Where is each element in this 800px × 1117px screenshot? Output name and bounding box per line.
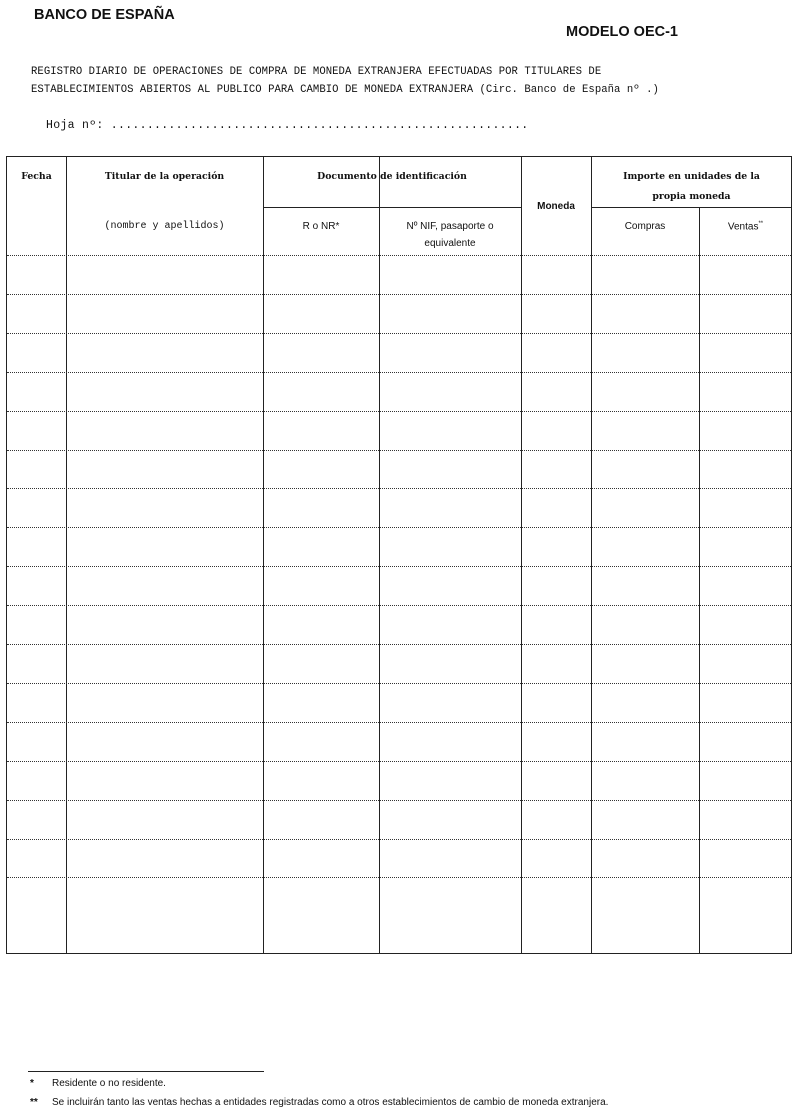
header-ventas-label: Ventas [727,221,759,233]
header-moneda: Moneda [537,201,575,212]
table-row [7,294,791,295]
table-row [7,605,791,606]
form-title-line-2: ESTABLECIMIENTOS ABIERTOS AL PUBLICO PARA CAMBIO DE MONEDA EXTRANJERA (Circ. Banco de España nº .) [31,84,659,96]
header-ventas [699,221,792,232]
header-documento: Documento de identificación [317,171,467,182]
form-title [31,63,791,99]
table-row [7,488,791,489]
header-nif-line-1: Nº NIF, pasaporte o [406,221,494,232]
table-row [7,333,791,334]
column-divider [591,157,592,953]
header-ventas-mark: ** [758,221,764,227]
table-row [7,722,791,723]
footnote-2 [30,1097,608,1108]
sheet-number-field: Hoja nº: .......................................................... [46,119,529,132]
table-row [7,644,791,645]
column-divider [66,157,67,953]
header-titular: Titular de la operación [104,171,225,182]
table-row [7,800,791,801]
footnote-2-text: Se incluirán tanto las ventas hechas a entidades registradas como a otros establecimientos de cambio de moneda extranjera. [52,1097,609,1108]
footnote-1-marker: * [30,1078,34,1089]
header-subdivider [263,207,521,208]
model-code: MODELO OEC-1 [566,24,678,40]
table-row [7,527,791,528]
header-nif-line-2: equivalente [424,238,476,249]
column-divider [379,157,380,953]
table-row [7,450,791,451]
table-row [7,566,791,567]
header-subdivider [591,207,792,208]
column-divider [699,207,700,953]
column-divider [263,157,264,953]
header-importe-line-1: Importe en unidades de la [623,171,760,182]
form-title-line-1: REGISTRO DIARIO DE OPERACIONES DE COMPRA DE MONEDA EXTRANJERA EFECTUADAS POR TITULARES DE [31,66,602,78]
table-row [7,411,791,412]
table-row [7,255,791,256]
footnote-separator [28,1071,264,1072]
table-row [7,877,791,878]
footnote-1 [30,1078,166,1089]
header-importe-line-2: propia moneda [652,191,731,202]
footnote-2-marker: ** [30,1097,38,1108]
column-divider [521,157,522,953]
bank-name: BANCO DE ESPAÑA [34,7,175,23]
header-compras: Compras [624,221,666,232]
table-row [7,683,791,684]
table-row [7,761,791,762]
footnote-1-text: Residente o no residente. [52,1078,166,1089]
table-row [7,839,791,840]
header-r-o-nr: R o NR* [302,221,340,232]
header-fecha: Fecha [21,171,52,182]
table-row [7,372,791,373]
header-titular-sub: (nombre y apellidos) [104,221,225,232]
register-table [6,156,792,954]
